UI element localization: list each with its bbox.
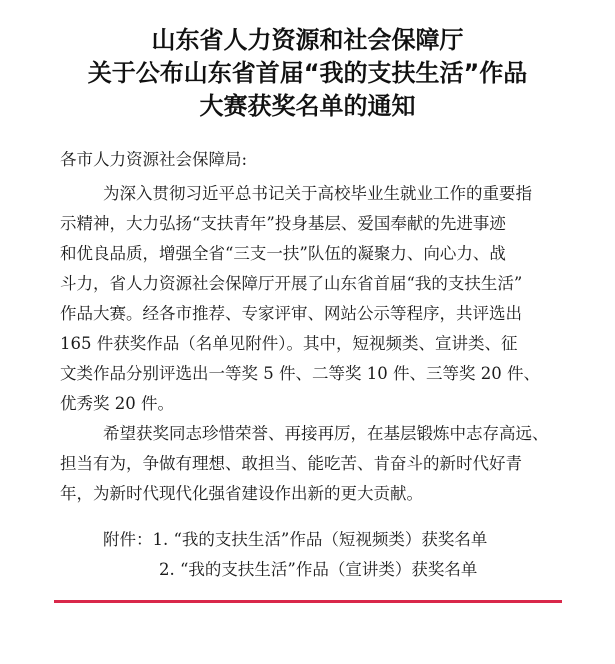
red-divider-rule xyxy=(54,600,562,603)
paragraph-1-line: 165 件获奖作品（名单见附件）。其中，短视频类、宣讲类、征 xyxy=(60,334,518,353)
title-line-2: 关于公布山东省首届“我的支扶生活”作品 xyxy=(87,59,528,87)
paragraph-1-line: 和优良品质，增强全省“三支一扶”队伍的凝聚力、向心力、战 xyxy=(60,244,506,263)
salutation: 各市人力资源社会保障局: xyxy=(60,150,248,169)
paragraph-1-line: 作品大赛。经各市推荐、专家评审、网站公示等程序，共评选出 xyxy=(60,304,522,323)
paragraph-2-line: 担当有为，争做有理想、敢担当、能吃苦、肯奋斗的新时代好青 xyxy=(60,454,522,473)
paragraph-2-line: 希望获奖同志珍惜荣誉、再接再厉，在基层锻炼中志存高远、 xyxy=(103,424,549,443)
paragraph-1-line: 文类作品分别评选出一等奖 5 件、二等奖 10 件、三等奖 20 件、 xyxy=(60,364,540,383)
paragraph-2-line: 年，为新时代现代化强省建设作出新的更大贡献。 xyxy=(60,484,423,503)
paragraph-1-line: 为深入贯彻习近平总书记关于高校毕业生就业工作的重要指 xyxy=(103,184,532,203)
paragraph-1-line: 示精神，大力弘扬“支扶青年”投身基层、爱国奉献的先进事迹 xyxy=(60,214,506,233)
paragraph-1-line: 斗力，省人力资源社会保障厅开展了山东省首届“我的支扶生活” xyxy=(60,274,523,293)
attachment-item-1: 附件：1. “我的支扶生活”作品（短视频类）获奖名单 xyxy=(103,530,488,549)
title-line-3: 大赛获奖名单的通知 xyxy=(199,92,416,120)
attachment-item-2: 2. “我的支扶生活”作品（宣讲类）获奖名单 xyxy=(159,560,478,579)
paragraph-1-line: 优秀奖 20 件。 xyxy=(60,394,174,413)
title-line-1: 山东省人力资源和社会保障厅 xyxy=(151,26,464,54)
